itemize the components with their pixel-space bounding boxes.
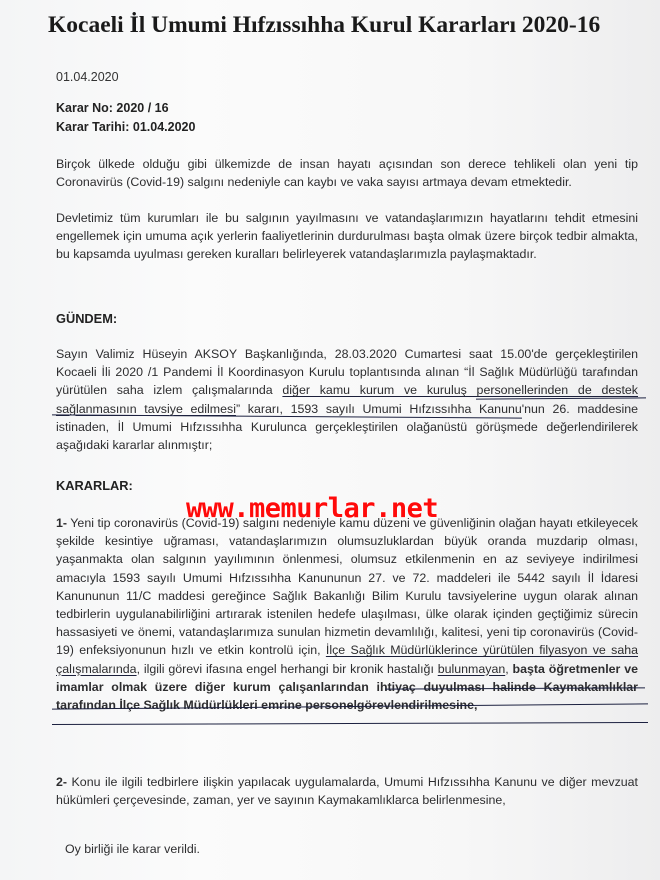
decision-1-text-b: , ilgili görevi ifasına engel herhangi bir kronik hastalığı (136, 661, 438, 676)
closing-statement: Oy birliği ile karar verildi. (65, 842, 200, 856)
document-date: 01.04.2020 (56, 70, 119, 84)
agenda-heading: GÜNDEM: (56, 311, 118, 326)
watermark-logo: www.memurlar.net (186, 493, 439, 524)
decision-date: Karar Tarihi: 01.04.2020 (56, 120, 196, 134)
decision-2-number: 2- (56, 775, 68, 789)
decisions-heading: KARARLAR: (56, 478, 133, 493)
agenda-text-part2: ” kararı, 1593 sayılı Umumi Hıfzıssıhha Kanunu'nun 26. maddesine istinaden, İl Umumi Hıfzıssıhha Kurulunca gerçekleştirilen olağanüstü görüşmede değerlendirilerek aşağıdaki kararlar alınmıştır; (56, 401, 638, 453)
pen-underline-decision-3 (52, 722, 648, 725)
decision-1-number: 1- (56, 516, 68, 530)
intro-paragraph-1: Birçok ülkede olduğu gibi ülkemizde de insan hayatı açısından son derece tehlikeli olan yeni tip Coronavirüs (Covid-19) salgını nedeniyle can kaybı ve vaka sayısı artmaya devam etmektedir. (56, 157, 638, 190)
decision-2-paragraph (56, 773, 638, 809)
decision-1-text-c: , (505, 661, 513, 676)
decision-2-text: Konu ile ilgili tedbirlere ilişkin yapılacak uygulamalarda, Umumi Hıfzıssıhha Kanunu ve diğer mevzuat hükümleri çerçevesinde, zaman, yer ve sayının Kaymakamlıklarca belirlenmesine, (56, 775, 638, 808)
decision-1-underlined-2: bulunmayan (437, 661, 506, 676)
decision-1-underlined-1: İlçe Sağlık Müdürlüklerince yürütülen filyasyon ve saha çalışmalarında (56, 643, 638, 676)
agenda-underlined-text: diğer kamu kurum ve kuruluş personellerinden de destek sağlanmasının tavsiye edilmesi (56, 383, 638, 416)
decision-1-paragraph (56, 514, 638, 714)
page-title: Kocaeli İl Umumi Hıfzıssıhha Kurul Kararları 2020-16 (48, 12, 601, 38)
decision-number: Karar No: 2020 / 16 (56, 101, 169, 115)
intro-paragraph-2: Devletimiz tüm kurumları ile bu salgının yayılmasını ve vatandaşlarımızın hayatlarını tehdit etmesini engellemek için umuma açık yerlerin faaliyetlerinin durdurulması başta olmak üzere birçok tedbir almakta, bu kapsamda uyulması gereken kuralları belirleyerek vatandaşlarımızla paylaşmaktadır. (56, 211, 638, 262)
decision-1-text-a: Yeni tip coronavirüs (Covid-19) salgını nedeniyle kamu düzeni ve güvenliğinin olağan hayatı etkileyecek şekilde kesintiye uğraması, vatandaşlarımızın olumsuzluklardan büyük oranda muzdarip olması, yaşanmakta olan salgının yayılımının önlenmesi, olumsuz etkilenmenin en az seviyeye indirilmesi amacıyla 1593 sayılı Umumi Hıfzıssıhha Kanununun 27. ve 72. maddeleri ile 5442 sayılı İl İdaresi Kanununun 11/C maddesi gereğince Sağlık Bakanlığı Bilim Kurulu tavsiyelerine uygun olarak alınan tedbirlerin uygulanabilirliğini artırarak istenilen hedefe ulaşılması, ülke olarak içinden geçtiğimiz sürecin hassasiyeti ve önemi, vatandaşlarımıza sunulan hizmetin devamlılığı, kalitesi, yeni tip coronavirüs (Covid-19) enfeksiyonunun hızlı ve etkin kontrolü için, (56, 516, 638, 658)
decision-1-bold-text: başta öğretmenler ve imamlar olmak üzere diğer kurum çalışanlarından ihtiyaç duyulması halinde Kaymakamlıklar tarafından İlçe Sağlık Müdürlükleri emrine personelgörevlendirilmesine, (56, 661, 638, 713)
agenda-paragraph (56, 345, 638, 454)
agenda-text-part1: Sayın Valimiz Hüseyin AKSOY Başkanlığında, 28.03.2020 Cumartesi saat 15.00'de gerçekleştirilen Kocaeli İli 2020 /1 Pandemi İl Koordinasyon Kurulu toplantısında alınan “İl Sağlık Müdürlüğü tarafından yürütülen saha izlem çalışmalarında (56, 347, 638, 398)
